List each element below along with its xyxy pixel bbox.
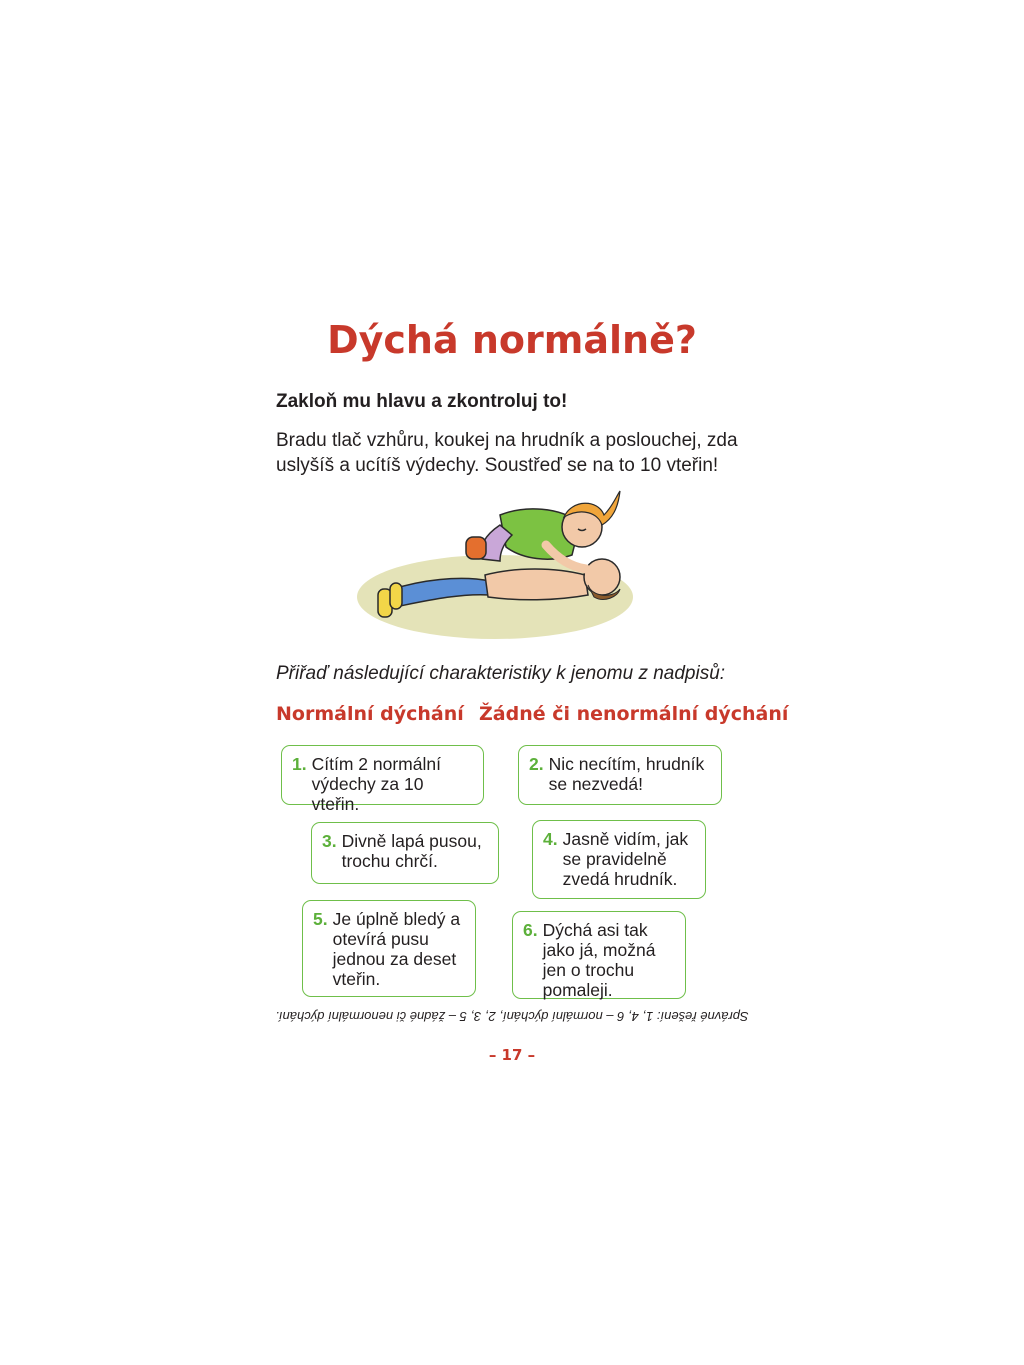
card-4 xyxy=(532,820,706,899)
card-number: 6. xyxy=(523,920,538,940)
page-title: Dýchá normálně? xyxy=(327,318,697,362)
boy-torso xyxy=(485,569,588,600)
cpr-illustration xyxy=(350,485,640,645)
intro-paragraph: Bradu tlač vzhůru, koukej na hrudník a poslouchej, zda uslyšíš a ucítíš výdechy. Soustřeď se na to 10 vteřin! xyxy=(276,430,738,476)
card-3 xyxy=(311,822,499,884)
card-number: 5. xyxy=(313,909,328,929)
card-text: Divně lapá pusou, trochu chrčí. xyxy=(341,831,482,871)
card-number: 1. xyxy=(292,754,307,774)
card-text: Nic necítím, hrudník se nezvedá! xyxy=(548,754,705,794)
card-text: Jasně vidím, jak se pravidelně zvedá hrudník. xyxy=(562,829,689,889)
heading-normal-breathing: Normální dýchání xyxy=(276,703,464,725)
subtitle: Zakloň mu hlavu a zkontroluj to! xyxy=(276,391,568,412)
card-text: Dýchá asi tak jako já, možná jen o trochu pomaleji. xyxy=(542,920,656,1000)
upside-down-solution: Správné řešení: 1, 4, 6 – normální dýchání, 2, 3, 5 – žádné či nenormální dýchání. xyxy=(275,1009,749,1024)
card-text: Cítím 2 normální výdechy za 10 vteřin. xyxy=(311,754,441,814)
card-5 xyxy=(302,900,476,997)
card-number: 3. xyxy=(322,831,337,851)
card-1 xyxy=(281,745,484,814)
card-2 xyxy=(518,745,722,805)
boy-shoe xyxy=(390,583,402,609)
page-number: – 17 – xyxy=(488,1046,536,1064)
card-number: 4. xyxy=(543,829,558,849)
girl-shoe xyxy=(466,537,486,559)
card-number: 2. xyxy=(529,754,544,774)
instruction: Přiřaď následující charakteristiky k jenomu z nadpisů: xyxy=(276,663,726,684)
heading-abnormal-breathing: Žádné či nenormální dýchání xyxy=(479,703,789,725)
card-text: Je úplně bledý a otevírá pusu jednou za deset vteřin. xyxy=(332,909,461,989)
boy-head xyxy=(584,559,620,595)
card-6 xyxy=(512,911,686,999)
